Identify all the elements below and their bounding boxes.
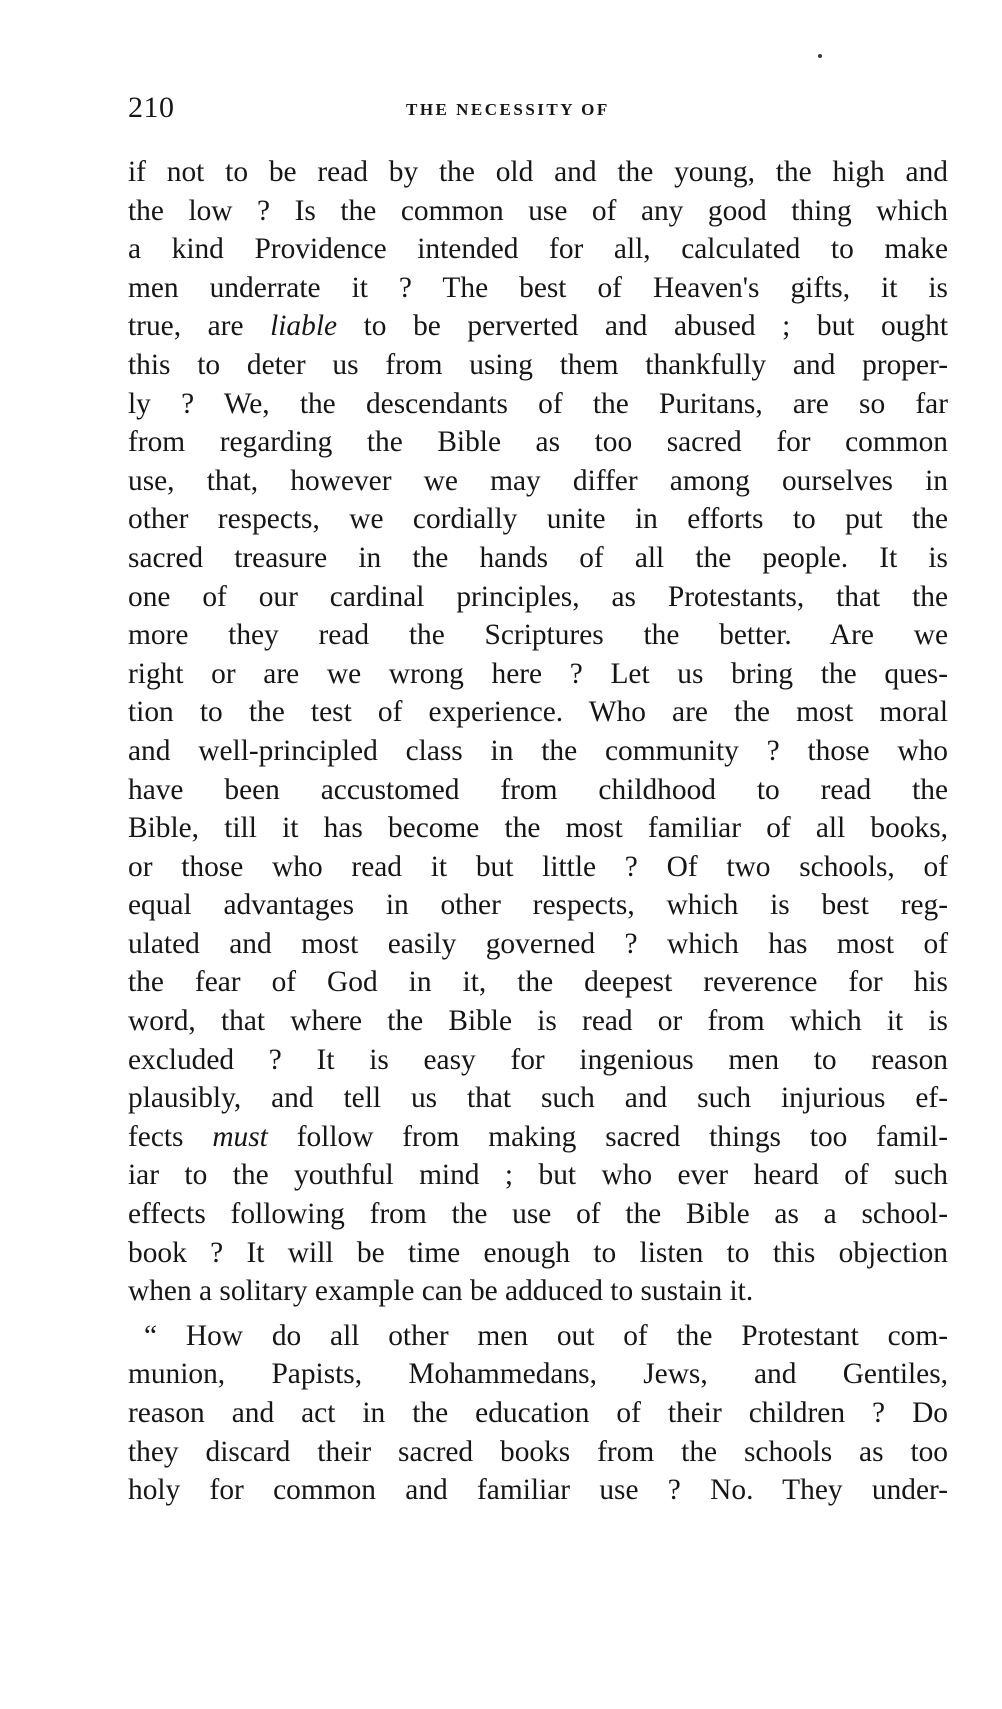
text-line: more they read the Scriptures the better. Are we (128, 619, 948, 652)
text-line: “ How do all other men out of the Protestant com- (144, 1319, 948, 1352)
text-run: fects (128, 1120, 213, 1153)
italic-word: liable (270, 310, 338, 343)
body-text (128, 153, 948, 1510)
text-line: they discard their sacred books from the schools as too (128, 1435, 948, 1468)
text-line: use, that, however we may differ among ourselves in (128, 464, 948, 497)
text-line: ulated and most easily governed ? which has most of (128, 927, 948, 960)
text-line: sacred treasure in the hands of all the people. It is (128, 541, 948, 574)
text-line: from regarding the Bible as too sacred for common (128, 426, 948, 459)
text-line: word, that where the Bible is read or from which it is (128, 1005, 948, 1038)
italic-word: must (212, 1120, 268, 1153)
running-title: THE NECESSITY OF (406, 100, 610, 119)
text-line: when a solitary example can be adduced to sustain it. (128, 1275, 754, 1308)
text-run: true, are (128, 310, 271, 343)
text-line: equal advantages in other respects, which is best reg- (128, 889, 948, 922)
text-line: book ? It will be time enough to listen to this objection (128, 1236, 948, 1269)
text-line: the fear of God in it, the deepest reverence for his (128, 966, 948, 999)
text-line: reason and act in the education of their children ? Do (128, 1397, 948, 1429)
text-line: Bible, till it has become the most familiar of all books, (128, 812, 948, 845)
text-line: this to deter us from using them thankfully and proper- (128, 348, 948, 381)
text-line: or those who read it but little ? Of two schools, of (128, 850, 948, 883)
text-line (128, 1118, 948, 1157)
paragraph (128, 1317, 948, 1510)
text-line: excluded ? It is easy for ingenious men to reason (128, 1043, 948, 1076)
text-line: the low ? Is the common use of any good thing which (128, 194, 948, 227)
ink-speck (818, 54, 822, 58)
text-line: iar to the youthful mind ; but who ever heard of such (128, 1159, 948, 1192)
text-line: tion to the test of experience. Who are the most moral (128, 696, 948, 729)
text-line: plausibly, and tell us that such and such injurious ef- (128, 1082, 948, 1115)
text-line: have been accustomed from childhood to read the (128, 773, 948, 806)
text-line: effects following from the use of the Bible as a school- (128, 1198, 948, 1231)
text-line: one of our cardinal principles, as Protestants, that the (128, 580, 948, 613)
text-line: a kind Providence intended for all, calculated to make (128, 233, 948, 266)
text-line: and well-principled class in the community ? those who (128, 734, 948, 767)
text-line (128, 307, 948, 346)
page-number: 210 (128, 91, 175, 124)
running-head (128, 88, 948, 128)
text-run: follow from making sacred things too famil- (267, 1120, 948, 1153)
text-run: to be perverted and abused ; but ought (337, 310, 948, 343)
paragraph (128, 153, 948, 1311)
text-line: other respects, we cordially unite in efforts to put the (128, 503, 948, 536)
text-line: men underrate it ? The best of Heaven's gifts, it is (128, 271, 948, 304)
text-line: if not to be read by the old and the young, the high and (128, 156, 948, 188)
text-line: ly ? We, the descendants of the Puritans, are so far (128, 387, 948, 420)
text-line: right or are we wrong here ? Let us bring the ques- (128, 657, 948, 690)
text-line: munion, Papists, Mohammedans, Jews, and Gentiles, (128, 1358, 948, 1391)
text-line: holy for common and familiar use ? No. They under- (128, 1474, 948, 1507)
